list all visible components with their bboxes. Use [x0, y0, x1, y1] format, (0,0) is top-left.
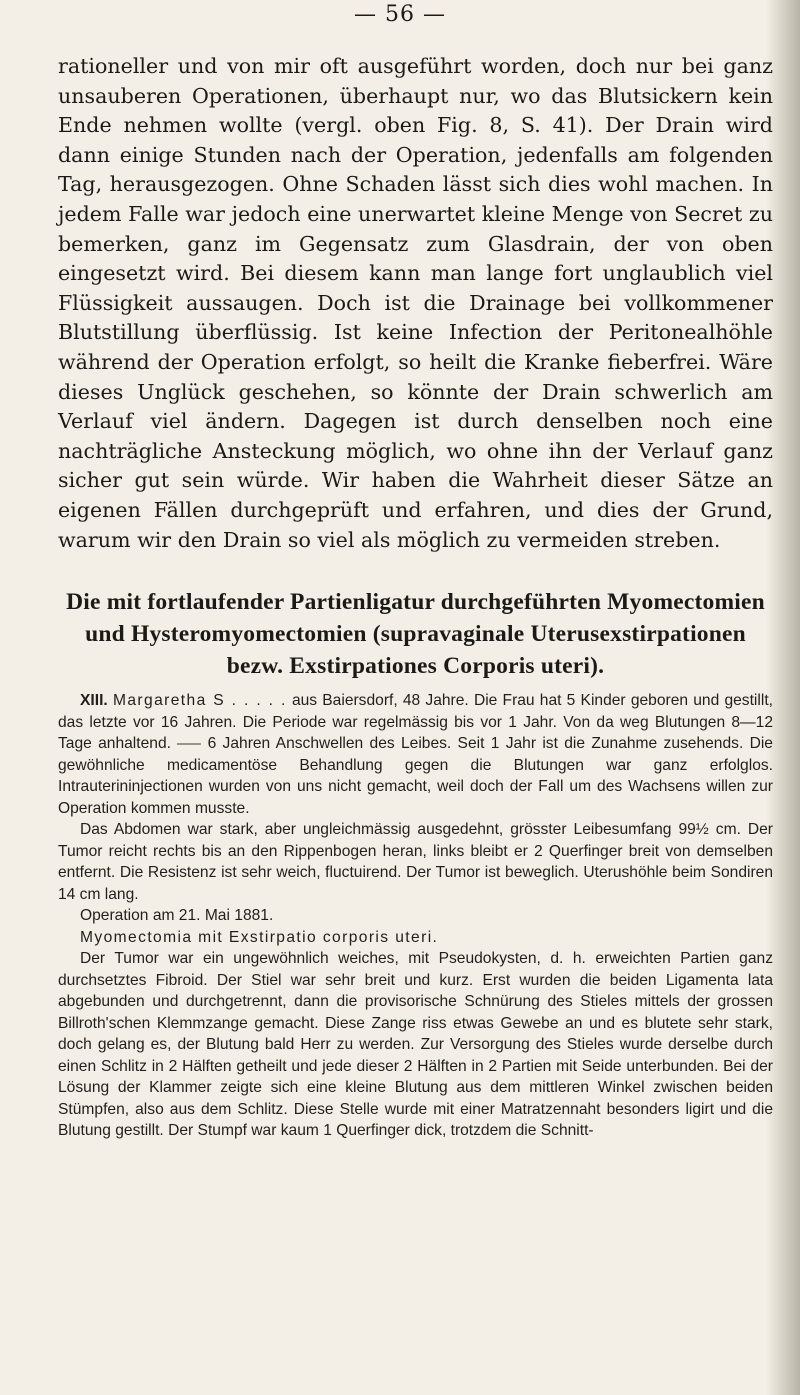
- case-history-2: 6 Jahren Anschwellen des Leibes. Seit 1 Jahr ist die Zunahme zusehends. Die gewöhnliche medicamentöse Behandlung gegen die Blutungen war ganz erfolglos. Intrauterininjectionen wurden von uns nicht gemacht, weil doch der Fall um des Wachsens willen zur Operation kommen musste.: [58, 735, 773, 817]
- case-number: XIII.: [80, 692, 108, 709]
- operation-date: Operation am 21. Mai 1881.: [80, 907, 274, 924]
- section-heading: Die mit fortlaufender Partienligatur durchgeführten Myomectomien und Hysteromyomectomien (supravaginale Uterusexstirpationen bezw. Exstirpationes Corporis uteri).: [66, 589, 765, 679]
- case-history-paragraph: [58, 690, 773, 819]
- operation-report: Der Tumor war ein ungewöhnlich weiches, mit Pseudokysten, d. h. erweichten Partien ganz durchsetztes Fibroid. Der Stiel war sehr breit und kurz. Erst wurden die beiden Ligamenta lata abgebunden und durchgetrennt, dann die provisorische Schnürung des Stieles mittels der grossen Billroth'schen Klemmzange gemacht. Diese Zange riss etwas Gewebe an und es blutete sehr stark, doch gelang es, der Blutung bald Herr zu werden. Zur Versorgung des Stieles wurde derselbe durch einen Schlitz in 2 Hälften getheilt und jede dieser 2 Hälften in 2 Partien mit Seide unterbunden. Bei der Lösung der Klammer zeigte sich eine kleine Blutung aus dem mittleren Winkel zwischen beiden Stümpfen, also aus dem Schlitz. Diese Stelle wurde mit einer Matratzennaht besonders ligirt und die Blutung gestillt. Der Stumpf war kaum 1 Querfinger dick, trotzdem die Schnitt-: [58, 950, 773, 1139]
- case-history-1: aus Baiersdorf, 48 Jahre. Die Frau hat 5 Kinder geboren und gestillt, das letzte vor 16 Jahren. Die Periode war regelmässig bis vor 1 Jahr. Von da weg Blutungen 8—12 Tage anhaltend.: [58, 692, 773, 752]
- abdomen-paragraph: Das Abdomen war stark, aber ungleichmässig ausgedehnt, grösster Leibesumfang 99½ cm. Der Tumor reicht rechts bis an den Rippenbogen heran, links bleibt er 2 Querfinger breit von demselben entfernt. Die Resistenz ist sehr weich, fluctuirend. Der Tumor ist beweglich. Uterushöhle beim Sondiren 14 cm lang.: [58, 821, 773, 903]
- patient-name: Margaretha S . . . . .: [112, 692, 287, 709]
- intro-text-block: [58, 52, 773, 555]
- deleted-word-mark: [177, 738, 201, 750]
- page-number: — 56 —: [354, 2, 446, 27]
- operation-name: Myomectomia mit Exstirpatio corporis uteri.: [80, 928, 439, 946]
- case-report-block: [58, 690, 773, 1142]
- intro-paragraph: rationeller und von mir oft ausgeführt worden, doch nur bei ganz unsauberen Operationen, überhaupt nur, wo das Blutsickern kein Ende nehmen wollte (vergl. oben Fig. 8, S. 41). Der Drain wird dann einige Stunden nach der Operation, jedenfalls am folgenden Tag, herausgezogen. Ohne Schaden lässt sich dies wohl machen. In jedem Falle war jedoch eine unerwartet kleine Menge von Secret zu bemerken, ganz im Gegensatz zum Glasdrain, der von oben eingesetzt wird. Bei diesem kann man lange fort unglaublich viel Flüssigkeit aussaugen. Doch ist die Drainage bei vollkommener Blutstillung überflüssig. Ist keine Infection der Peritonealhöhle während der Operation erfolgt, so heilt die Kranke fieberfrei. Wäre dieses Unglück geschehen, so könnte der Drain schwerlich am Verlauf viel ändern. Dagegen ist durch denselben noch eine nachträgliche Ansteckung möglich, wo ohne ihn der Verlauf ganz sicher gut sein würde. Wir haben die Wahrheit dieser Sätze an eigenen Fällen durchgeprüft und erfahren, und dies der Grund, warum wir den Drain so viel als möglich zu vermeiden streben.: [58, 54, 773, 552]
